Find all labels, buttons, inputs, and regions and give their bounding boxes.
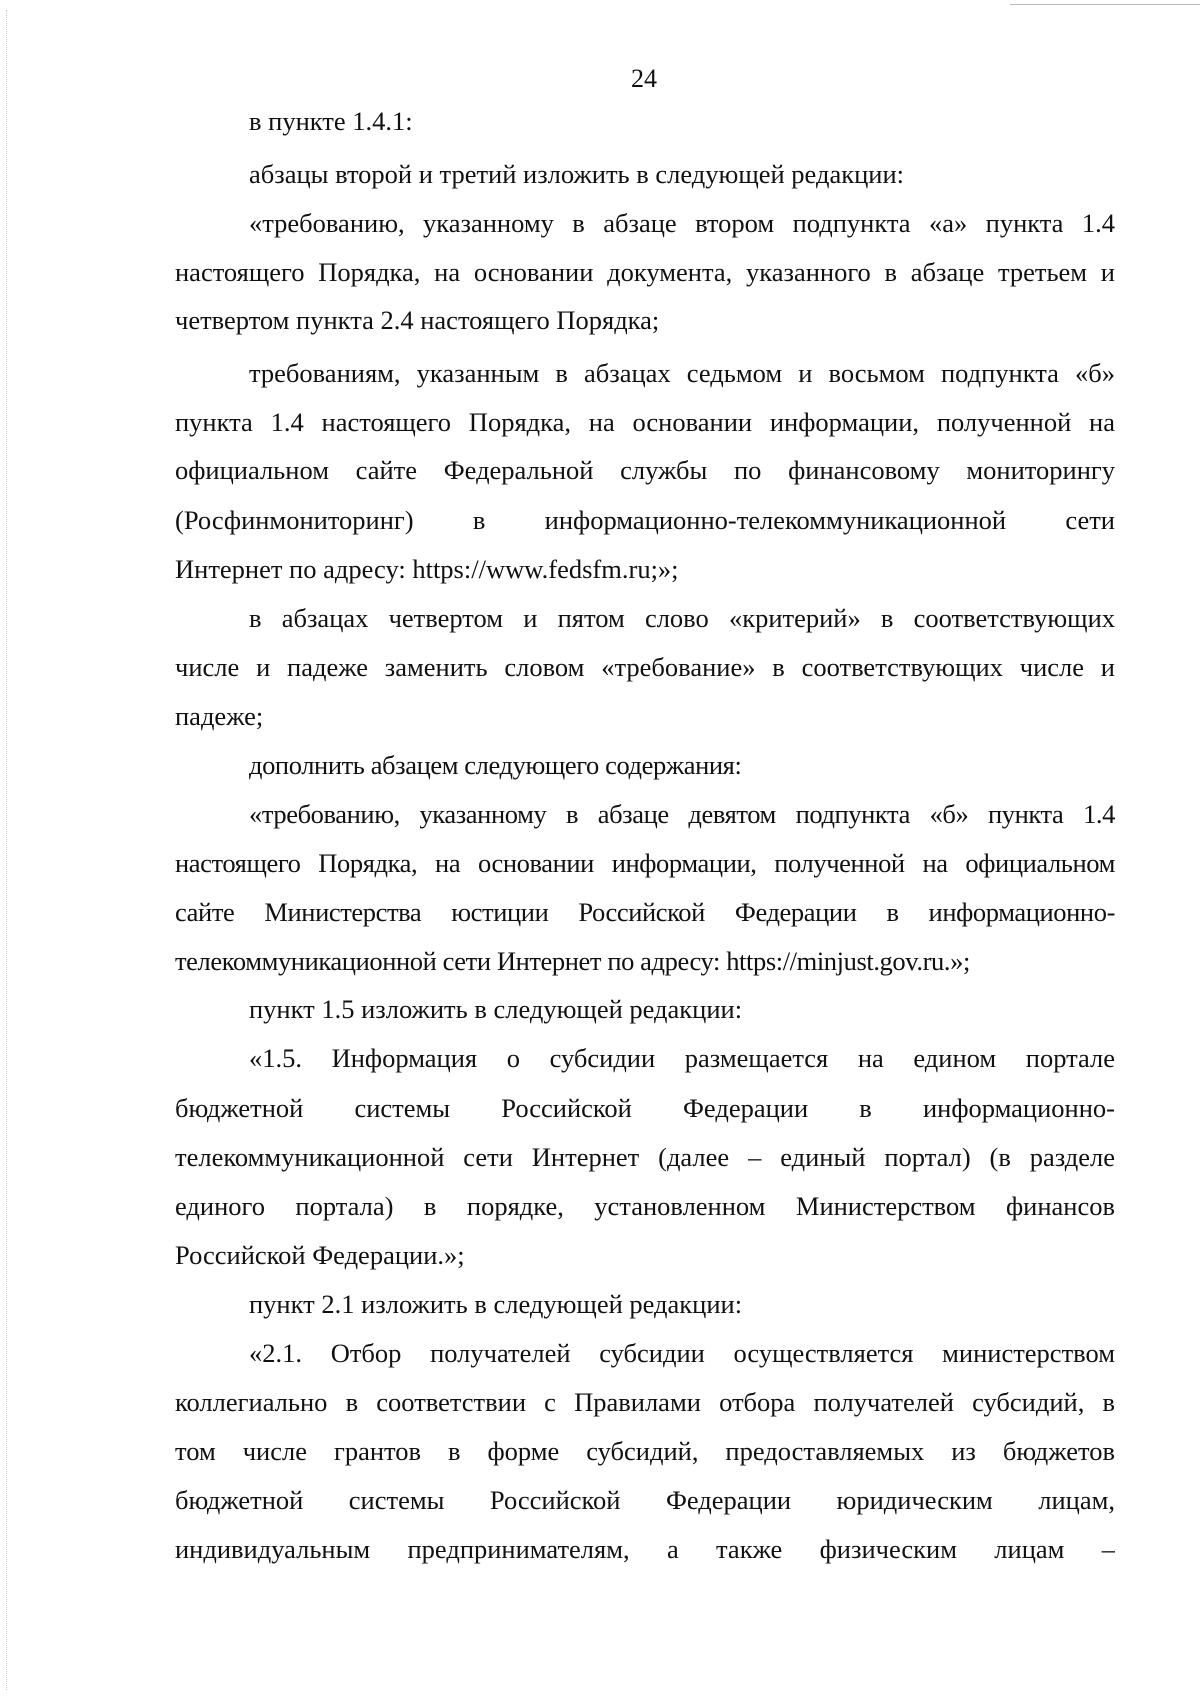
text-line: в абзацах четвертом и пятом слово «критерий» в соответствующих: [249, 603, 1115, 633]
page-number: 24: [631, 64, 657, 93]
text-line: «требованию, указанному в абзаце девятом подпункта «б» пункта 1.4: [249, 799, 1115, 829]
text-line: Российской Федерации.»;: [175, 1240, 465, 1270]
text-line: четвертом пункта 2.4 настоящего Порядка;: [175, 305, 660, 335]
scan-edge-mark: [6, 10, 7, 1690]
text-line: единого портала) в порядке, установленном Министерством финансов: [175, 1191, 1115, 1221]
text-line: пункта 1.4 настоящего Порядка, на основании информации, полученной на: [175, 407, 1115, 437]
text-line: пункт 1.5 изложить в следующей редакции:: [249, 994, 743, 1024]
text-line: настоящего Порядка, на основании документа, указанного в абзаце третьем и: [175, 257, 1115, 287]
text-line: настоящего Порядка, на основании информации, полученной на официальном: [175, 848, 1115, 878]
text-line: «1.5. Информация о субсидии размещается на едином портале: [249, 1043, 1115, 1073]
text-line: дополнить абзацем следующего содержания:: [249, 750, 742, 780]
text-line: Интернет по адресу: https://www.fedsfm.ru;»;: [175, 554, 679, 584]
text-line: телекоммуникационной сети Интернет по адресу: https://minjust.gov.ru.»;: [175, 946, 970, 976]
text-line: телекоммуникационной сети Интернет (далее – единый портал) (в разделе: [175, 1142, 1115, 1172]
text-line: официальном сайте Федеральной службы по финансовому мониторингу: [175, 455, 1115, 485]
text-line: бюджетной системы Российской Федерации в информационно-: [175, 1093, 1115, 1123]
text-line: том числе грантов в форме субсидий, предоставляемых из бюджетов: [175, 1436, 1115, 1466]
text-line: коллегиально в соответствии с Правилами отбора получателей субсидий, в: [175, 1387, 1115, 1417]
text-line: «2.1. Отбор получателей субсидии осуществляется министерством: [249, 1338, 1115, 1368]
text-line: «требованию, указанному в абзаце втором подпункта «а» пункта 1.4: [249, 208, 1115, 238]
text-line: числе и падеже заменить словом «требование» в соответствующих числе и: [175, 652, 1115, 682]
text-line: пункт 2.1 изложить в следующей редакции:: [249, 1289, 743, 1319]
text-line: падеже;: [175, 701, 264, 731]
text-line: индивидуальным предпринимателям, а также физическим лицам –: [175, 1534, 1115, 1564]
text-line: требованиям, указанным в абзацах седьмом и восьмом подпункта «б»: [249, 358, 1115, 388]
text-line: (Росфинмониторинг) в информационно-телекоммуникационной сети: [175, 505, 1115, 535]
text-line: в пункте 1.4.1:: [249, 106, 413, 136]
text-line: бюджетной системы Российской Федерации юридическим лицам,: [175, 1485, 1115, 1515]
top-rule: [1010, 4, 1200, 5]
text-line: сайте Министерства юстиции Российской Федерации в информационно-: [175, 897, 1115, 927]
text-line: абзацы второй и третий изложить в следующей редакции:: [249, 159, 904, 189]
